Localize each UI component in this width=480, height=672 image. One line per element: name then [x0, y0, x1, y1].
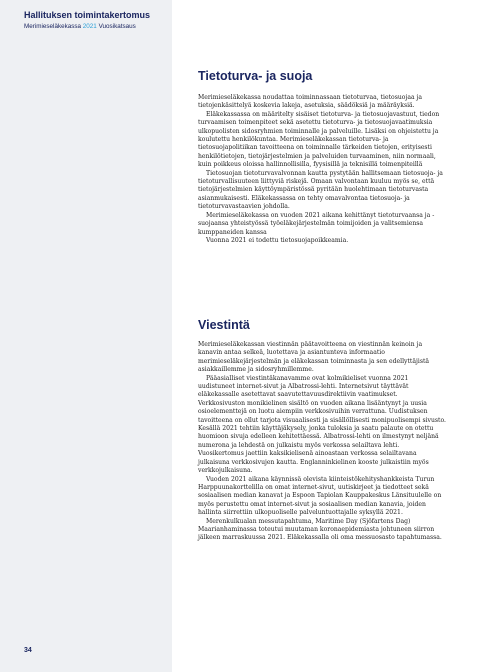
sidebar-panel [0, 0, 172, 672]
subtitle-org: Merimieseläkekassa [24, 23, 82, 30]
section-body-tietoturva [198, 94, 446, 245]
report-header [24, 9, 464, 32]
report-title: Hallituksen toimintakertomus [24, 10, 151, 20]
section-title-tietoturva: Tietoturva- ja suoja [198, 69, 313, 83]
section-title-viestinta: Viestintä [198, 318, 250, 332]
report-subtitle [24, 21, 464, 32]
paragraph: Vuoden 2021 aikana käynnissä olevista kiinteistökehityshankkeista Turun Harppuunakorttelilla on omat internet-sivut, uutiskirjeet ja tiedotteet sekä sosiaalisen median kanavat ja Espoon Tapiolan Kauppakeskus Länsituulelle on myös perustettu omat internet-sivut ja sosiaalisen median kanavia, joiden hallinta siirrettiin ulkopuoliselle palveluntuottajalle syksyllä 2021. [198, 475, 442, 517]
page-number: 34 [24, 647, 32, 654]
paragraph: Tietosuojan tietoturvavalvonnan kautta pystytään hallitsemaan tietosuoja- ja tietoturvallisuuteen liittyviä riskejä. Omaan valvontaan kuuluu myös se, että tietojärjestelmien käyttöympäristössä pyritään huolehtimaan tietoturvasta asianmukaisesti. Eläkekassassa on tehty omavalvontaa tietosuoja- ja tietoturvavastaavien johdolla. [198, 169, 443, 211]
paragraph: Merimieseläkekassan viestinnän päätavoitteena on viestinnän keinoin ja kanavin antaa selkeä, luotettava ja asiantunteva informaatio merimieseläkejärjestelmän ja eläkekassan toiminnasta ja sen edellyttäjistä asiakkaillemme ja sidosryhmillemme. [198, 341, 430, 374]
paragraph: Merimieseläkekassa noudattaa toiminnassaan tietoturvaa, tietosuojaa ja tietojenkäsittelyä koskevia lakeja, asetuksia, säädöksiä ja määräyksiä. [198, 94, 423, 110]
subtitle-suffix: Vuosikatsaus [98, 23, 136, 30]
section-body-viestinta [198, 341, 446, 543]
paragraph: Eläkekassassa on määritelty sisäiset tietoturva- ja tietosuojavastuut, tiedon turvaamisen toimenpiteet sekä asetettu tietoturva- ja tietosuojavaatimuksia ulkopuolisten sidosryhmien toiminnalle ja palveluille. Lisäksi on ohjeistettu ja koulutettu henkilökuntaa. Merimieseläkekassan tietoturva- ja tietosuojapolitiikan tavoitteena on toiminnalle tärkeiden tietojen, erityisesti henkilötietojen, tietojärjestelmien ja palveluiden turvaaminen, niin normaali, kuin poikkeus oloissa hallinnollisilla, fyysisillä ja teknisillä toimenpiteillä [198, 110, 440, 169]
paragraph: Pääasialliset viestintäkanavamme ovat kolmikieliset vuonna 2021 uudistuneet internet-sivut ja Albatrossi-lehti. Internetsivut täyttävät eläkekassalle asetettavat saavutettavuusdirektiivin vaatimukset. Verkkosivuston monikielinen sisältö on vuoden aikana lisääntynyt ja uusia osioelementtejä on luotu aiempiin verkkosivuihin verrattuna. Uudistuksen tavoitteena on ollut tarjota visuaalisesti ja sisällöllisesti monipuolisempi sivusto. Kesällä 2021 tehtiin käyttäjäkysely, jonka tuloksia ja saatu palaute on otettu huomioon sivuja edelleen kehitettäessä. Albatrossi-lehti on ilmestynyt neljänä numerona ja lehdestä on julkaistu myös verkossa selailtava lehti. Vuosikertomus jaettiin kaksikielisenä ainoastaan verkossa selailtavana julkaisuna verkkosivujen kautta. Englanninkielinen kooste julkaistiin myös verkkojulkaisuna. [198, 374, 446, 475]
paragraph: Vuonna 2021 ei todettu tietosuojapoikkeamia. [206, 236, 349, 244]
paragraph: Merenkulkualan messutapahtuma, Maritime Day (Sjöfartens Dag) Maarianhaminassa toteutui muutaman koronaepidemiasta johtuneen siirron jälkeen marraskuussa 2021. Eläkekassalla oli oma messuosasto tapahtumassa. [198, 517, 442, 542]
subtitle-year: 2021 [82, 23, 97, 30]
paragraph: Merimieseläkekassa on vuoden 2021 aikana kehittänyt tietoturvaansa ja -suojaansa yhteistyössä työeläkejärjestelmän toimijoiden ja valitsemiensa kumppaneiden kanssa [198, 211, 435, 236]
